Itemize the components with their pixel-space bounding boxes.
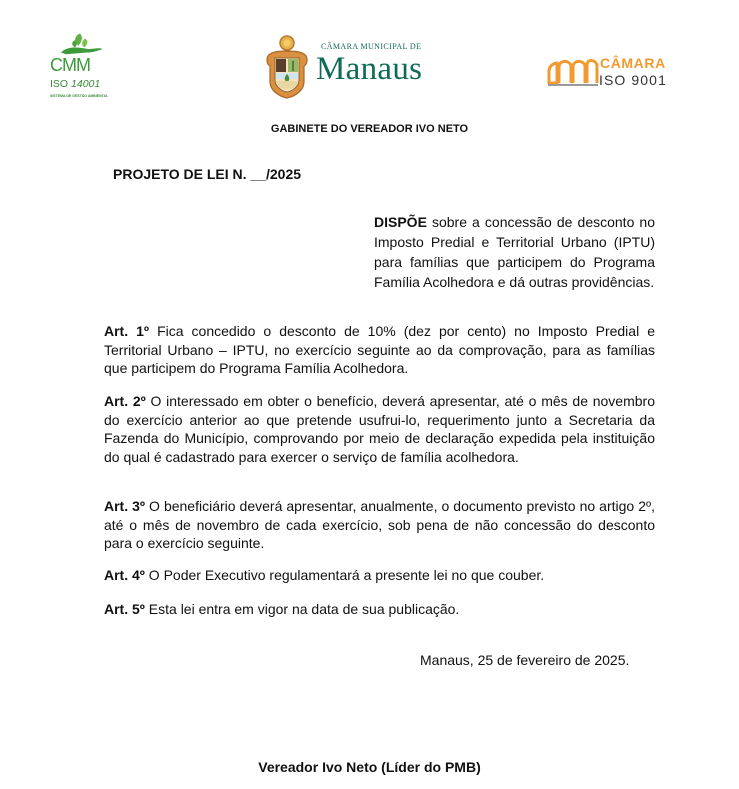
iso-label: ISO [50,78,69,90]
cmm-subtitle: SISTEMA DE GESTÃO AMBIENTAL [50,94,109,98]
bill-title: PROJETO DE LEI N. __/2025 [113,166,302,182]
article-1 [104,322,655,378]
article-5 [104,600,655,619]
article-text: Fica concedido o desconto de 10% (dez por cento) no Imposto Predial e Territorial Urbano – IPTU, no exercício seguinte ao da comprovação, para as famílias que participem do Programa Família Acolhedora. [104,323,656,376]
article-text: Esta lei entra em vigor na data de sua publicação. [144,601,460,617]
iso-9001-label: ISO 9001 [599,72,667,88]
camara-municipal-label: CÂMARA MUNICIPAL DE [321,42,422,51]
article-2 [104,392,655,466]
article-label: Art. 2º [104,393,146,409]
article-text: O Poder Executivo regulamentará a presente lei no que couber. [144,567,545,583]
arches-icon [547,57,599,87]
ementa [374,212,655,292]
leaf-hand-icon [44,30,116,56]
office-heading: GABINETE DO VEREADOR IVO NETO [270,123,469,135]
coat-of-arms-icon [264,34,310,100]
camara-iso9001-logo [547,54,665,90]
signature: Vereador Ivo Neto (Líder do PMB) [258,759,481,775]
article-text: O beneficiário deverá apresentar, anualmente, o documento previsto no artigo 2º, até o mês de novembro de cada exercício, sob pena de não concessão do desconto para o exercício seguinte. [104,498,655,551]
iso-number: 14001 [71,78,101,90]
place-date: Manaus, 25 de fevereiro de 2025. [420,652,630,668]
article-label: Art. 3º [104,498,146,514]
ementa-lead: DISPÕE [374,214,427,230]
article-4 [104,566,655,585]
article-label: Art. 1º [104,323,150,339]
article-3 [104,497,655,553]
cmm-iso14001-logo [44,30,116,104]
article-text: O interessado em obter o benefício, deverá apresentar, até o mês de novembro do exercício anterior ao que pretende usufrui-lo, requerimento junto a Secretaria da Fazenda do Município, comprovando por meio de declaração expedida pela instituição do qual é cadastrado para exercer o serviço de família acolhedora. [104,393,655,465]
ementa-text: sobre a concessão de desconto no Imposto Predial e Territorial Urbano (IPTU) para famílias que participem do Programa Família Acolhedora e dá outras providências. [374,214,655,290]
manaus-crest-logo [264,34,310,100]
iso-14001-label [50,78,100,90]
cmm-acronym: CMM [50,55,90,75]
manaus-wordmark: Manaus [316,51,423,87]
article-label: Art. 4º [104,567,145,583]
camara-word: CÂMARA [600,55,666,71]
article-label: Art. 5º [104,601,145,617]
